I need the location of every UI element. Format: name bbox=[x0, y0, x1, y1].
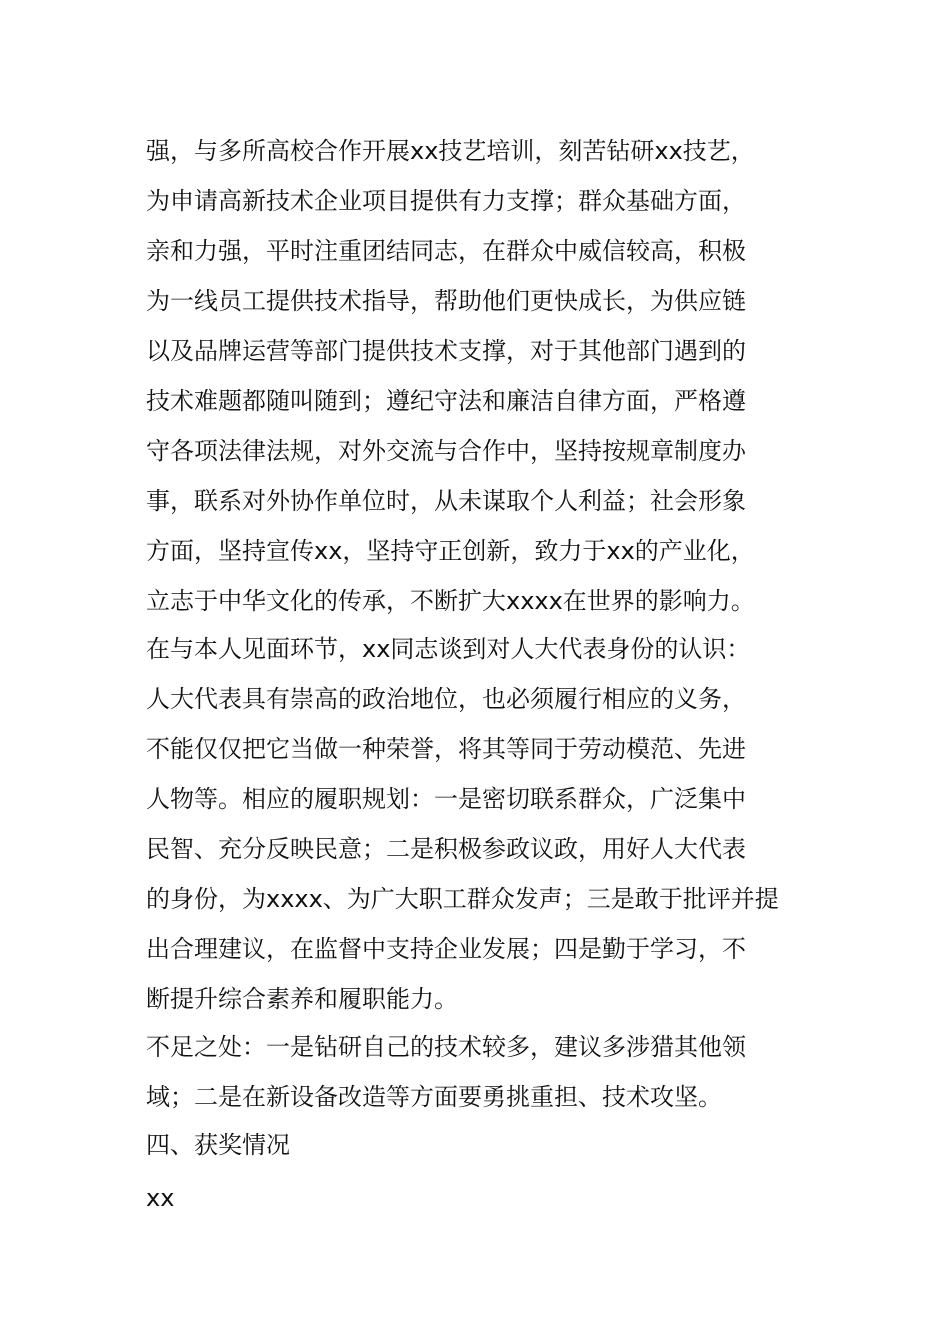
text-line: 守各项法律法规，对外交流与合作中，坚持按规章制度办 bbox=[146, 437, 746, 465]
text-line: 不能仅仅把它当做一种荣誉，将其等同于劳动模范、先进 bbox=[146, 735, 746, 763]
text-line: 方面，坚持宣传xx，坚持守正创新，致力于xx的产业化， bbox=[146, 537, 755, 565]
text-line: 人物等。相应的履职规划：一是密切联系群众，广泛集中 bbox=[146, 785, 746, 813]
section-heading: 四、获奖情况 bbox=[146, 1131, 290, 1159]
text-line: 在与本人见面环节，xx同志谈到对人大代表身份的认识： bbox=[146, 635, 751, 663]
text-line: 以及品牌运营等部门提供技术支撑，对于其他部门遇到的 bbox=[146, 337, 746, 365]
text-line: xx bbox=[146, 1184, 175, 1212]
text-line: 民智、充分反映民意；二是积极参政议政，用好人大代表 bbox=[146, 835, 746, 863]
text-line: 为申请高新技术企业项目提供有力支撑；群众基础方面， bbox=[146, 187, 746, 215]
text-line: 强，与多所高校合作开展xx技艺培训，刻苦钻研xx技艺， bbox=[146, 137, 755, 165]
text-line: 为一线员工提供技术指导，帮助他们更快成长，为供应链 bbox=[146, 287, 746, 315]
text-line: 技术难题都随叫随到；遵纪守法和廉洁自律方面，严格遵 bbox=[146, 387, 746, 415]
text-line: 立志于中华文化的传承，不断扩大xxxx在世界的影响力。 bbox=[146, 587, 755, 615]
text-line: 域；二是在新设备改造等方面要勇挑重担、技术攻坚。 bbox=[146, 1083, 722, 1111]
text-line: 的身份，为xxxx、为广大职工群众发声；三是敢于批评并提 bbox=[146, 885, 779, 913]
text-line: 事，联系对外协作单位时，从未谋取个人利益；社会形象 bbox=[146, 487, 746, 515]
text-line: 出合理建议，在监督中支持企业发展；四是勤于学习，不 bbox=[146, 935, 746, 963]
text-line: 断提升综合素养和履职能力。 bbox=[146, 985, 458, 1013]
text-line: 人大代表具有崇高的政治地位，也必须履行相应的义务， bbox=[146, 685, 746, 713]
text-line: 不足之处：一是钻研自己的技术较多，建议多涉猎其他领 bbox=[146, 1033, 746, 1061]
text-line: 亲和力强，平时注重团结同志，在群众中威信较高，积极 bbox=[146, 237, 746, 265]
